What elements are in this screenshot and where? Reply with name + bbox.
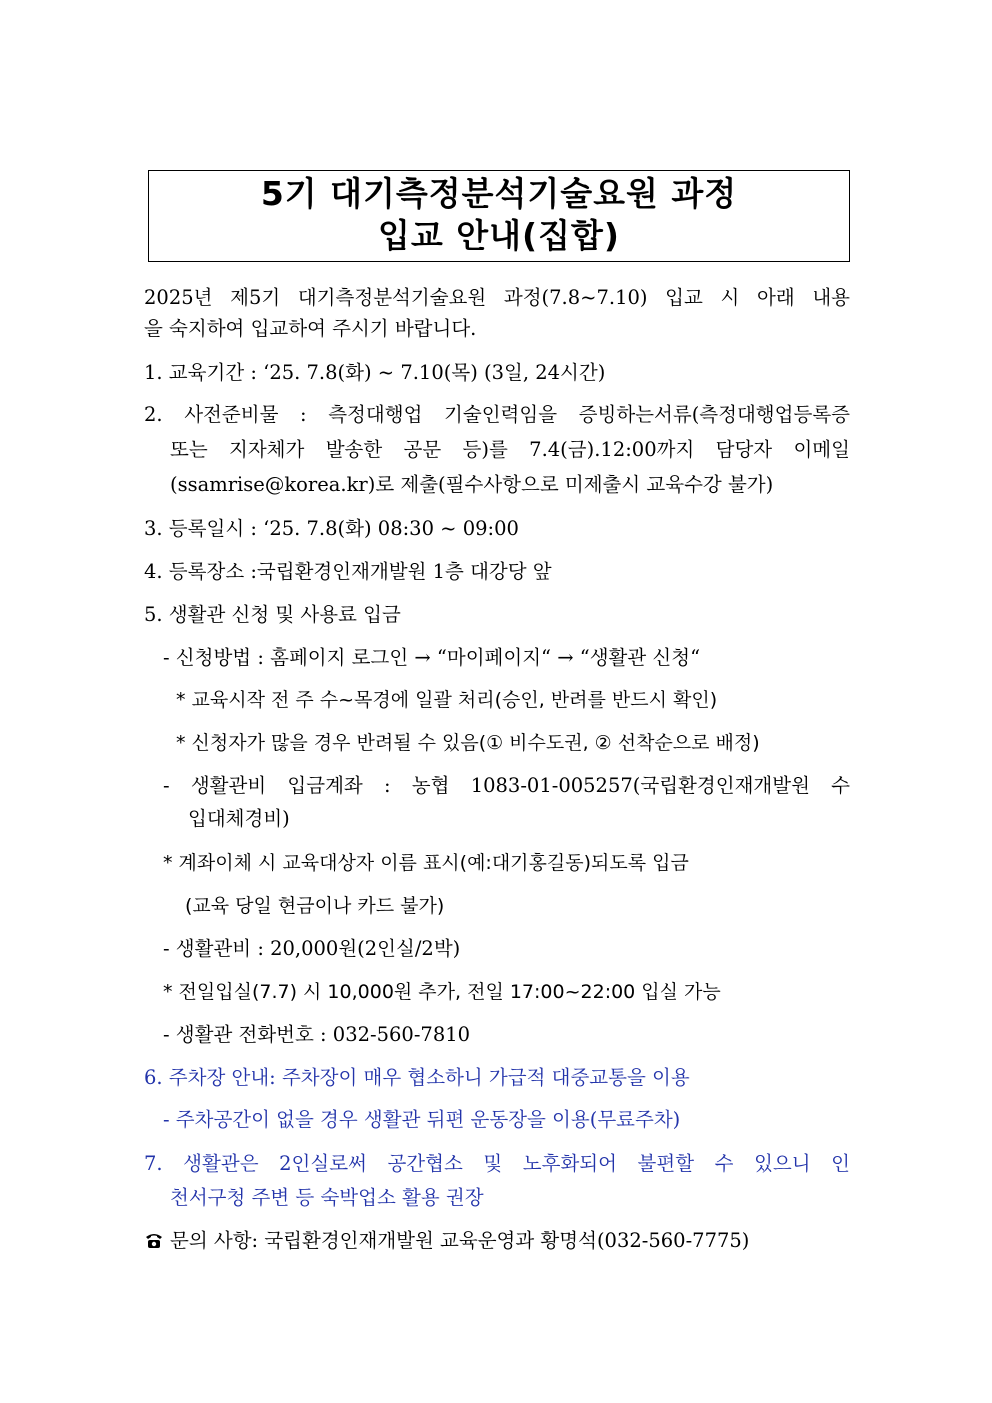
contact-text: 문의 사항: 국립환경인재개발원 교육운영과 황명석(032-560-7775) xyxy=(170,1229,750,1252)
item-7-line-1: 7. 생활관은 2인실로써 공간협소 및 노후화되어 불편할 수 있으니 인 xyxy=(144,1152,850,1175)
item-7-line-2: 천서구청 주변 등 숙박업소 활용 권장 xyxy=(170,1186,484,1209)
item-5-account-line-1: - 생활관비 입금계좌 : 농협 1083-01-005257(국립환경인재개발원 수 xyxy=(163,774,850,797)
item-5-transfer-note-2: (교육 당일 현금이나 카드 불가) xyxy=(185,895,445,917)
item-5-account-line-2: 입대체경비) xyxy=(188,807,290,830)
item-6-sub: - 주차공간이 없을 경우 생활관 뒤편 운동장을 이용(무료주차) xyxy=(163,1108,681,1131)
item-1: 1. 교육기간 : ‘25. 7.8(화) ~ 7.10(목) (3일, 24시간) xyxy=(144,361,606,384)
item-2-line-2: 또는 지자체가 발송한 공문 등)를 7.4(금).12:00까지 담당자 이메일 xyxy=(170,438,850,461)
item-4: 4. 등록장소 :국립환경인재개발원 1층 대강당 앞 xyxy=(144,560,552,583)
item-5-transfer-note: * 계좌이체 시 교육대상자 이름 표시(예:대기홍길동)되도록 입금 xyxy=(163,852,689,874)
phone-icon xyxy=(144,1231,164,1249)
item-5-early-checkin-note: * 전일입실(7.7) 시 10,000원 추가, 전일 17:00~22:00 입실 가능 xyxy=(163,981,721,1003)
title-line-1: 5기 대기측정분석기술요원 과정 xyxy=(260,174,738,213)
item-5-phone: - 생활관 전화번호 : 032-560-7810 xyxy=(163,1023,471,1046)
item-5: 5. 생활관 신청 및 사용료 입금 xyxy=(144,603,401,626)
item-5-apply-method: - 신청방법 : 홈페이지 로그인 → “마이페이지“ → “생활관 신청“ xyxy=(163,646,701,669)
item-5-note-1: * 교육시작 전 주 수~목경에 일괄 처리(승인, 반려를 반드시 확인) xyxy=(176,689,718,711)
item-2-line-1: 2. 사전준비물 : 측정대행업 기술인력임을 증빙하는서류(측정대행업등록증 xyxy=(144,403,850,426)
item-2-line-3: (ssamrise@korea.kr)로 제출(필수사항으로 미제출시 교육수강 불가) xyxy=(170,473,774,496)
item-6: 6. 주차장 안내: 주차장이 매우 협소하니 가급적 대중교통을 이용 xyxy=(144,1066,690,1089)
title-box xyxy=(148,170,850,262)
title-line-2: 입교 안내(집합) xyxy=(378,216,620,255)
item-5-note-2: * 신청자가 많을 경우 반려될 수 있음(① 비수도권, ② 선착순으로 배정) xyxy=(176,732,760,754)
contact-line xyxy=(144,1228,749,1254)
item-3: 3. 등록일시 : ‘25. 7.8(화) 08:30 ~ 09:00 xyxy=(144,517,519,540)
intro-line-2: 을 숙지하여 입교하여 주시기 바랍니다. xyxy=(144,317,477,340)
intro-line-1: 2025년 제5기 대기측정분석기술요원 과정(7.8~7.10) 입교 시 아래 내용 xyxy=(144,286,850,309)
item-5-fee: - 생활관비 : 20,000원(2인실/2박) xyxy=(163,937,461,960)
